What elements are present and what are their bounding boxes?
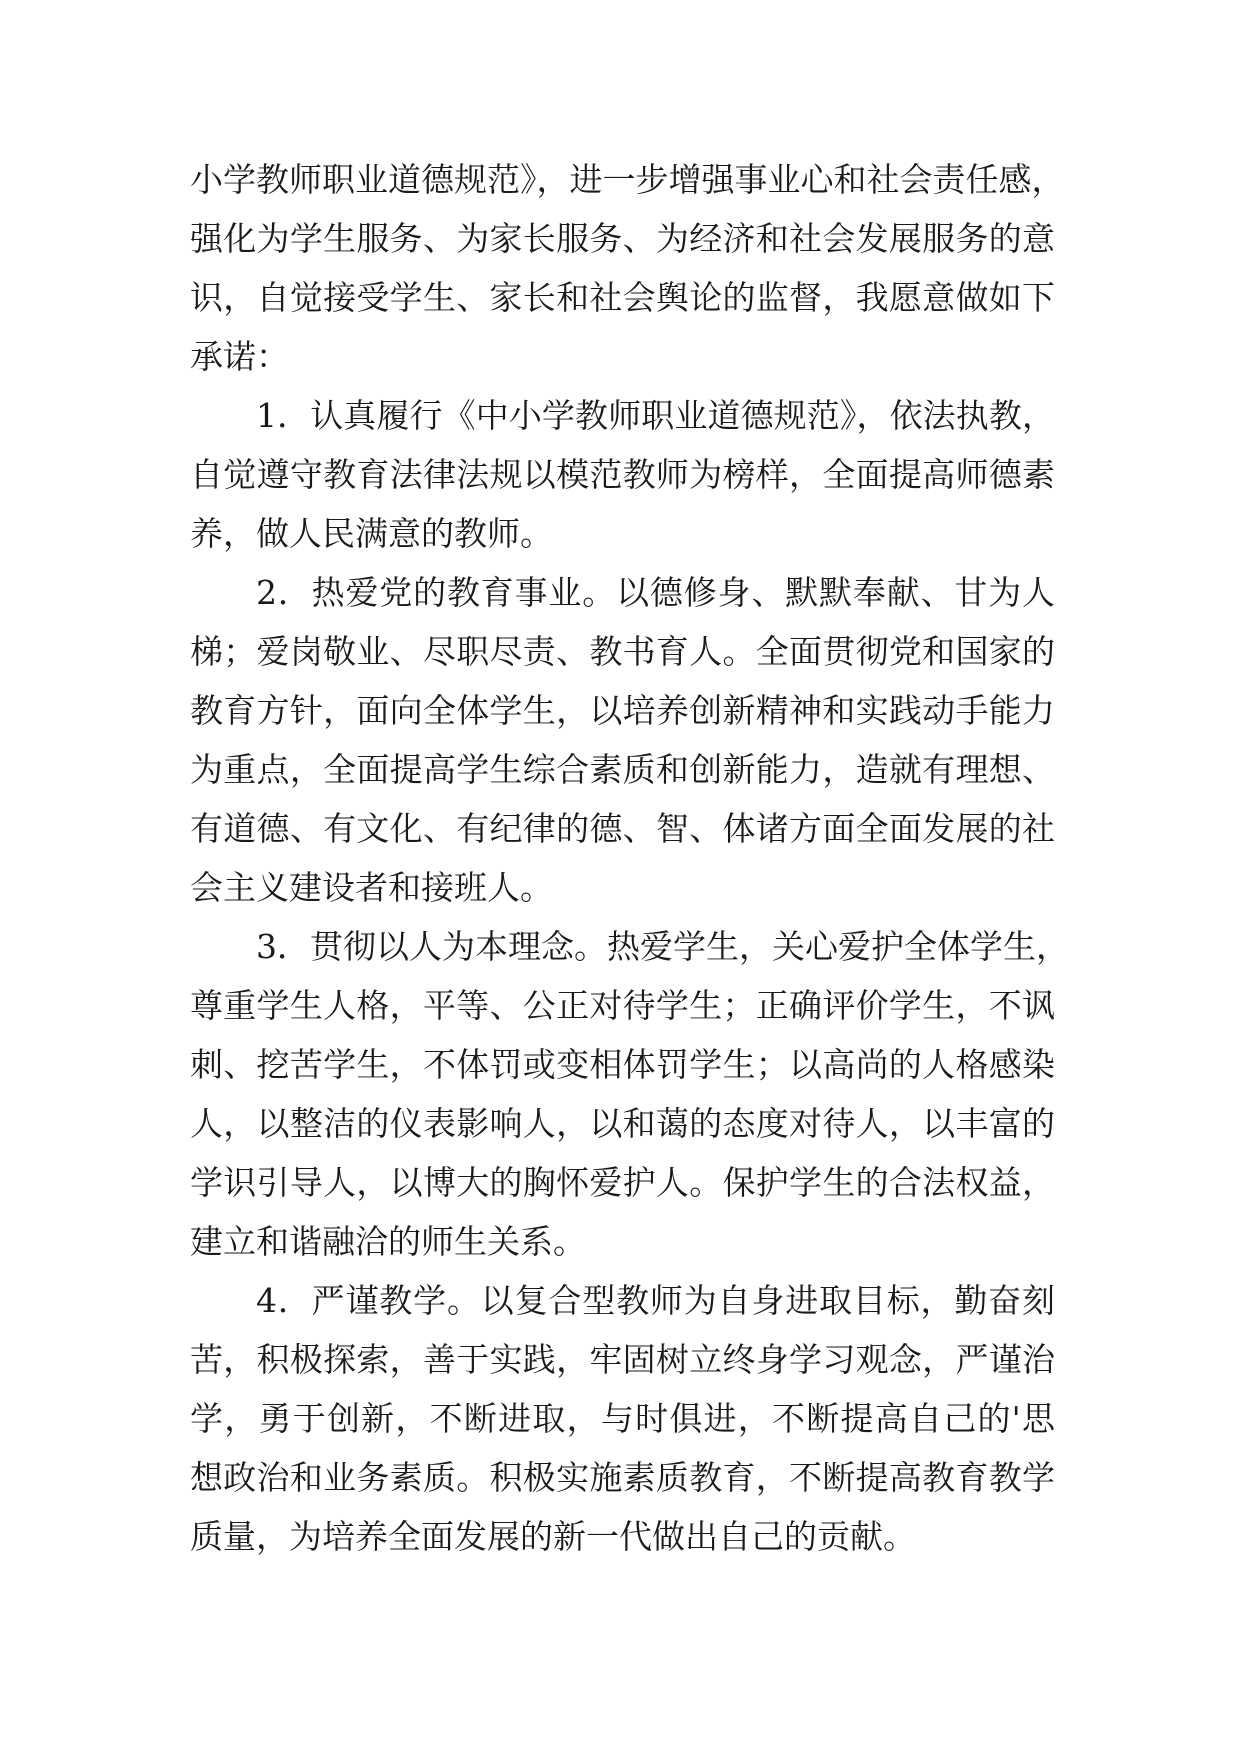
text-line: 识，自觉接受学生、家长和社会舆论的监督，我愿意做如下 [190,278,1055,317]
text-line: 自觉遵守教育法律法规以模范教师为榜样，全面提高师德素 [190,455,1055,494]
text-line: 小学教师职业道德规范》，进一步增强事业心和社会责任感， [190,160,1065,199]
text-line: 学识引导人，以博大的胸怀爱护人。保护学生的合法权益， [190,1163,1055,1202]
text-line: 会主义建设者和接班人。 [190,868,553,907]
text-line: 有道德、有文化、有纪律的德、智、体诸方面全面发展的社 [190,809,1055,848]
text-line: 学，勇于创新，不断进取，与时俱进，不断提高自己的'思 [190,1399,1055,1438]
text-line: 2．热爱党的教育事业。以德修身、默默奉献、甘为人 [256,573,1055,612]
text-line: 4．严谨教学。以复合型教师为自身进取目标，勤奋刻 [256,1281,1055,1320]
text-line: 人，以整洁的仪表影响人，以和蔼的态度对待人，以丰富的 [190,1104,1055,1143]
text-line: 承诺： [190,337,289,376]
text-line: 强化为学生服务、为家长服务、为经济和社会发展服务的意 [190,219,1055,258]
text-line: 1．认真履行《中小学教师职业道德规范》，依法执教， [256,396,1055,435]
text-line: 刺、挖苦学生，不体罚或变相体罚学生；以高尚的人格感染 [190,1045,1055,1084]
text-line: 养，做人民满意的教师。 [190,514,553,553]
text-line: 3．贯彻以人为本理念。热爱学生，关心爱护全体学生， [256,927,1069,966]
text-line: 苦，积极探索，善于实践，牢固树立终身学习观念，严谨治 [190,1340,1055,1379]
text-line: 质量，为培养全面发展的新一代做出自己的贡献。 [190,1517,916,1556]
text-line: 为重点，全面提高学生综合素质和创新能力，造就有理想、 [190,750,1055,789]
text-line: 想政治和业务素质。积极实施素质教育，不断提高教育教学 [190,1458,1055,1497]
text-line: 尊重学生人格，平等、公正对待学生；正确评价学生，不讽 [190,986,1055,1025]
text-line: 教育方针，面向全体学生，以培养创新精神和实践动手能力 [190,691,1055,730]
text-line: 梯；爱岗敬业、尽职尽责、教书育人。全面贯彻党和国家的 [190,632,1055,671]
text-line: 建立和谐融洽的师生关系。 [190,1222,586,1261]
